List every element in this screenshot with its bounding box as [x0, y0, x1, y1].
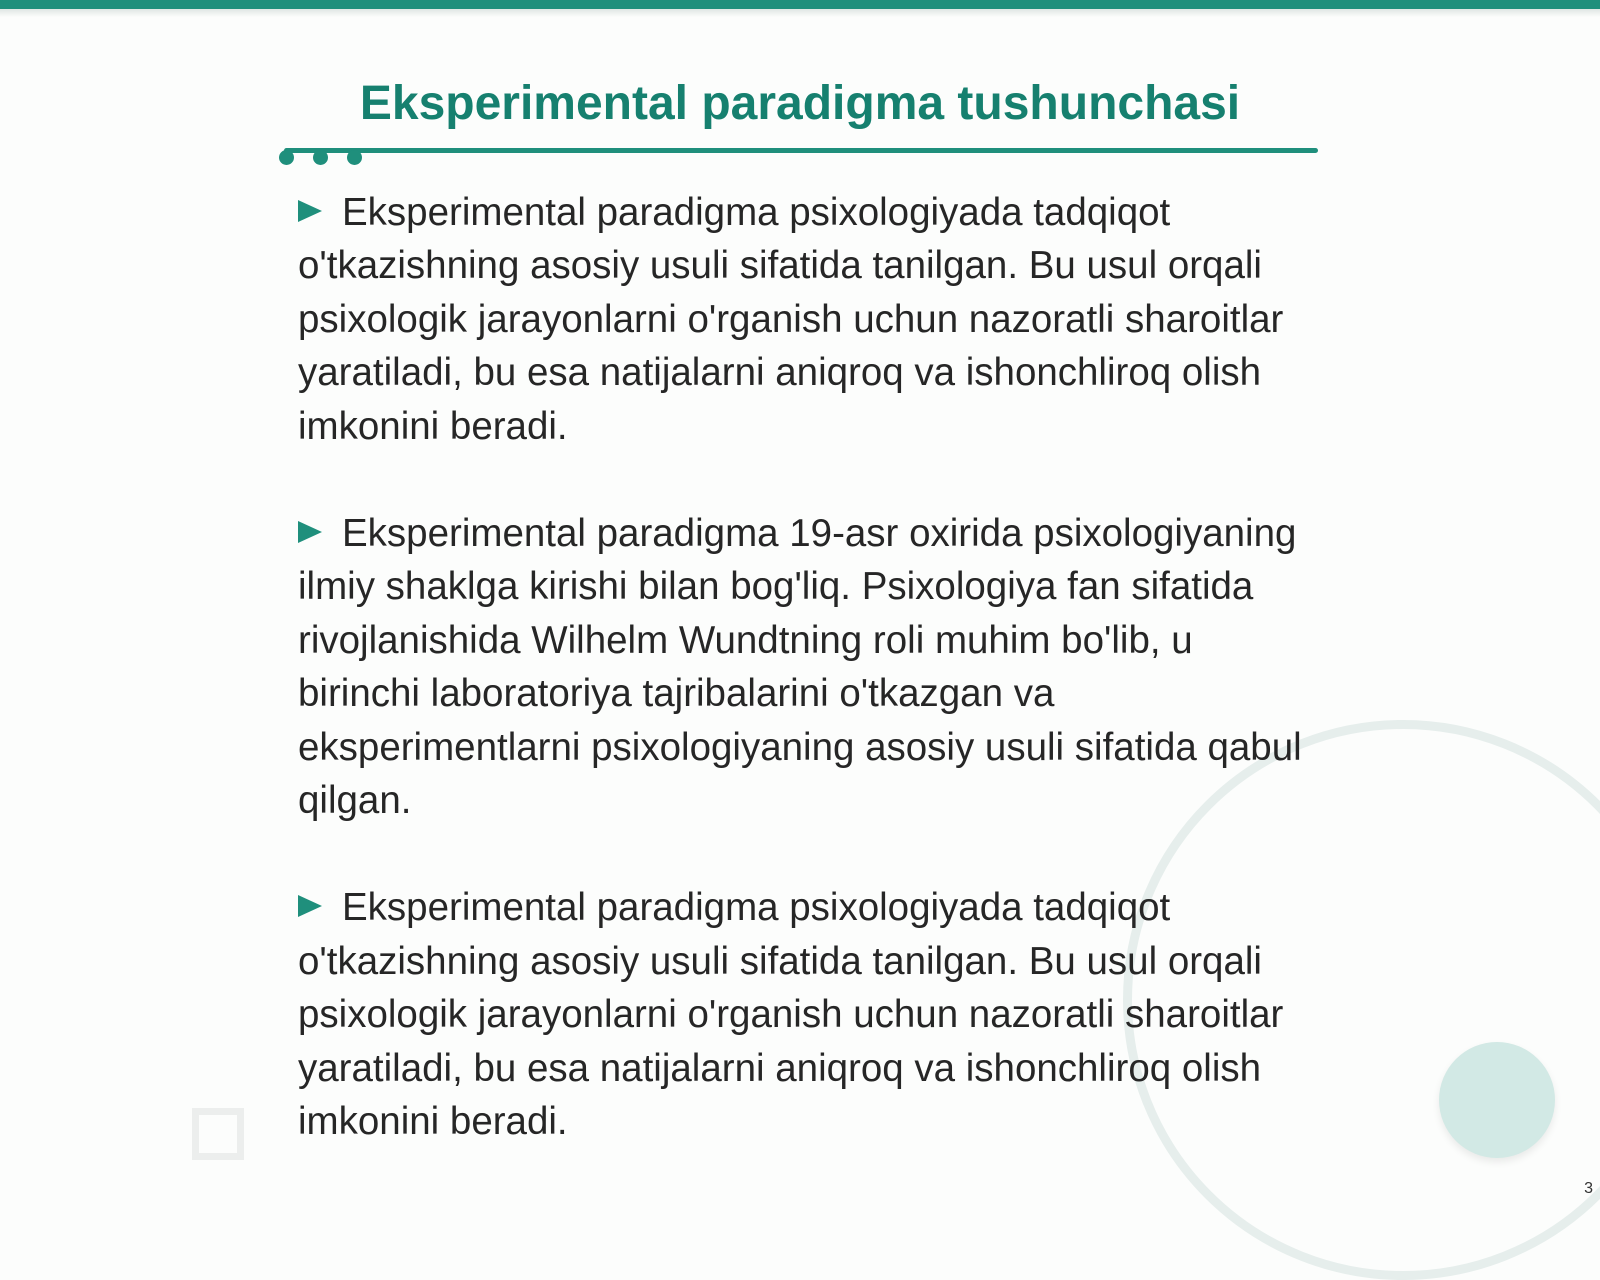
bullet-paragraph-1 [298, 186, 1308, 453]
decorative-circle [1439, 1042, 1555, 1158]
title-dot-2 [313, 150, 328, 165]
bullet-paragraph-2 [298, 507, 1308, 827]
title-dot-1 [279, 150, 294, 165]
bullet-text-1: Eksperimental paradigma psixologiyada tadqiqot o'tkazishning asosiy usuli sifatida tanilgan. Bu usul orqali psixologik jarayonlarni o'rganish uchun nazoratli sharoitlar yaratiladi, bu esa natijalarni aniqroq va ishonchliroq olish imkonini beradi. [298, 191, 1284, 448]
bullet-paragraph-3 [298, 881, 1308, 1148]
bullet-text-3: Eksperimental paradigma psixologiyada tadqiqot o'tkazishning asosiy usuli sifatida tanilgan. Bu usul orqali psixologik jarayonlarni o'rganish uchun nazoratli sharoitlar yaratiladi, bu esa natijalarni aniqroq va ishonchliroq olish imkonini beradi. [298, 886, 1284, 1144]
top-bar-shadow [0, 9, 1600, 17]
decorative-square [192, 1108, 244, 1160]
triangle-bullet-icon [298, 200, 322, 222]
title-dot-3 [347, 150, 362, 165]
page-number: 3 [1584, 1180, 1593, 1197]
title-underline [284, 148, 1318, 153]
bullet-text-2: Eksperimental paradigma 19-asr oxirida psixologiyaning ilmiy shaklga kirishi bilan bog'liq. Psixologiya fan sifatida rivojlanishida Wilhelm Wundtning roli muhim bo'lib, u birinchi laboratoriya tajribalarini o'tkazgan va eksperimentlarni psixologiyaning asosiy usuli sifatida qabul qilgan. [298, 512, 1302, 823]
triangle-bullet-icon [298, 895, 322, 917]
bullet-list [298, 186, 1308, 1203]
triangle-bullet-icon [298, 521, 322, 543]
top-accent-bar [0, 0, 1600, 9]
slide-title: Eksperimental paradigma tushunchasi [359, 77, 1241, 130]
